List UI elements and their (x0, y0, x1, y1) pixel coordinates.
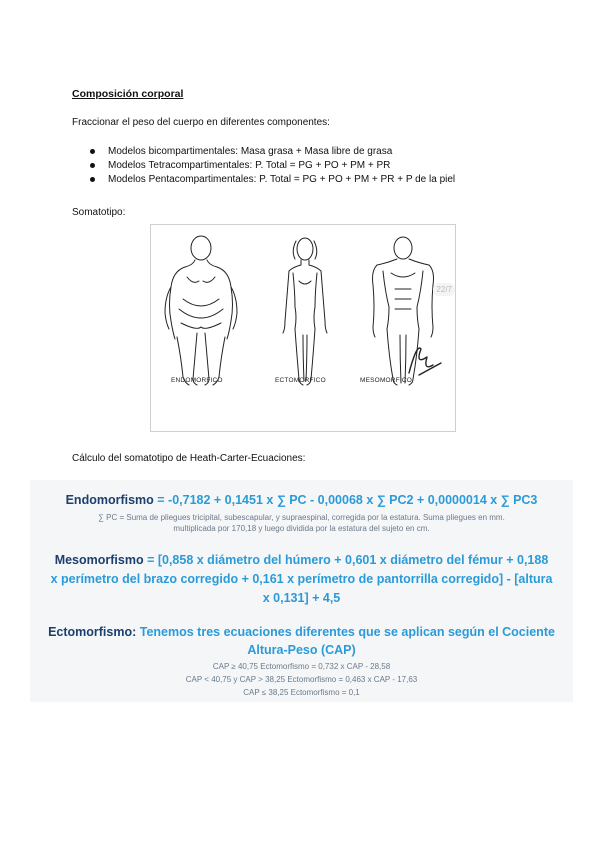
ectomorfismo-case: CAP ≥ 40,75 Ectomorfismo = 0,732 x CAP - 28,58 (212, 662, 391, 671)
signature-mark (409, 348, 441, 375)
ectomorph-silhouette (283, 238, 327, 385)
mesomorph-silhouette (373, 237, 434, 385)
ectomorfismo-equation (30, 623, 573, 641)
figure-label-endomorfico: ENDOMORFICO (171, 377, 223, 384)
endomorfismo-note-line: multiplicada por 170,18 y luego dividida por la estatura del sujeto en cm. (173, 524, 430, 533)
somatotype-drawing (151, 225, 455, 431)
calc-title: Cálculo del somatotipo de Heath-Carter-Ecuaciones: (72, 453, 306, 464)
ectomorfismo-case: CAP ≤ 38,25 Ectomorfismo = 0,1 (243, 688, 360, 697)
figure-page-number: 22/7 (433, 283, 455, 296)
section-heading: Composición corporal (72, 88, 184, 100)
models-list (90, 145, 455, 187)
ectomorfismo-case: CAP < 40,75 y CAP > 38,25 Ectomorfismo = 0,463 x CAP - 17,63 (185, 675, 418, 684)
mesomorfismo-formula: = [0,858 x diámetro del húmero + 0,601 x diámetro del fémur + 0,188 (143, 553, 549, 567)
endomorph-silhouette (165, 236, 237, 385)
intro-paragraph: Fraccionar el peso del cuerpo en diferentes componentes: (72, 117, 330, 128)
endomorfismo-formula: = -0,7182 + 0,1451 x ∑ PC - 0,00068 x ∑ PC2 + 0,0000014 x ∑ PC3 (153, 493, 538, 507)
endomorfismo-note-line: ∑ PC = Suma de pliegues tricipital, subescapular, y supraespinal, corregida por la estatura. Suma pliegues en mm. (98, 513, 505, 522)
list-item: Modelos bicompartimentales: Masa grasa + Masa libre de grasa (90, 145, 455, 159)
somatotipo-label: Somatotipo: (72, 207, 126, 218)
list-item: Modelos Tetracompartimentales: P. Total = PG + PO + PM + PR (90, 159, 455, 173)
somatotype-figure (150, 224, 456, 432)
ectomorfismo-intro: Tenemos tres ecuaciones diferentes que se aplican según el Cociente (136, 625, 555, 639)
ectomorfismo-term: Ectomorfismo: (48, 625, 137, 639)
figure-label-ectomorfico: ECTOMORFICO (275, 377, 326, 384)
mesomorfismo-formula-line: x perímetro del brazo corregido + 0,161 x perímetro de pantorrilla corregido] - [altura (50, 572, 553, 586)
endomorfismo-term: Endomorfismo (65, 493, 154, 507)
mesomorfismo-equation (30, 551, 573, 569)
ectomorfismo-cap-title: Altura-Peso (CAP) (247, 643, 356, 657)
list-item: Modelos Pentacompartimentales: P. Total = PG + PO + PM + PR + P de la piel (90, 173, 455, 187)
mesomorfismo-formula-line: x 0,131] + 4,5 (262, 591, 341, 605)
mesomorfismo-term: Mesomorfismo (54, 553, 144, 567)
endomorfismo-equation (30, 491, 573, 509)
figure-label-mesomorfico: MESOMORFICO (360, 377, 413, 384)
equations-panel (30, 480, 573, 702)
